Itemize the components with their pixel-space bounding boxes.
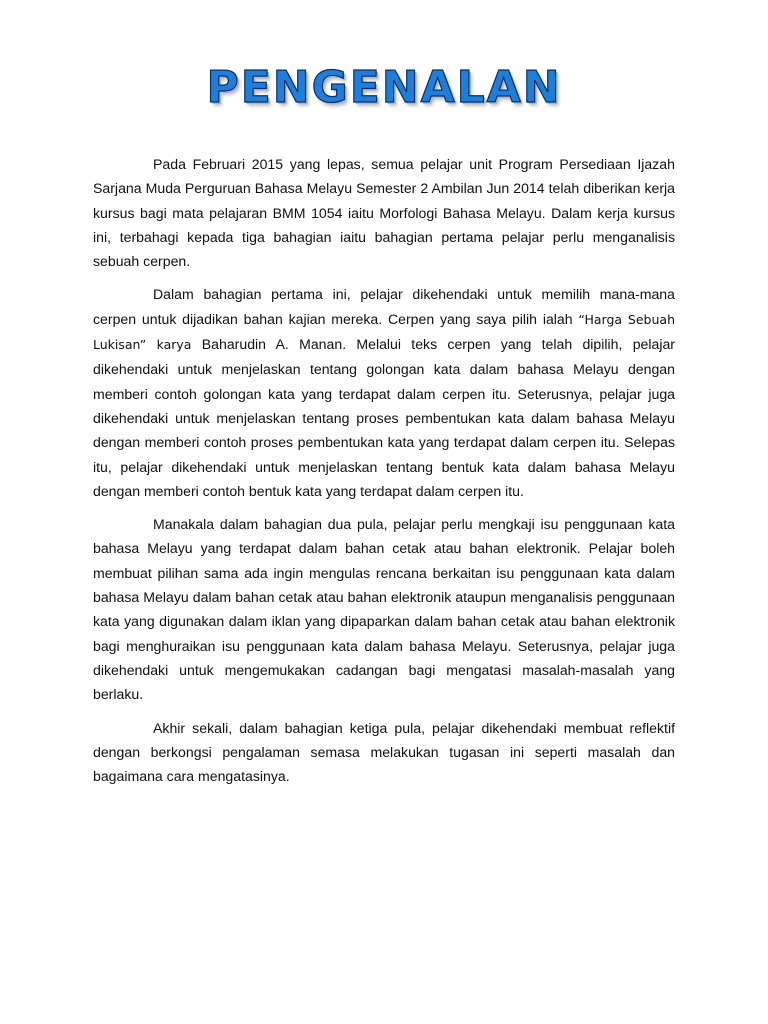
paragraph-2-rest: Baharudin A. Manan. Melalui teks cerpen yang telah dipilih, pelajar dikehendaki untuk menjelaskan tentang golongan kata dalam bahasa Melayu dengan memberi contoh golongan kata yang terdapat dalam cerpen itu. Seterusnya, pelajar juga dikehendaki untuk menjelaskan tentang proses pembentukan kata dalam bahasa Melayu dengan memberi contoh proses pembentukan kata yang terdapat dalam cerpen itu. Selepas itu, pelajar dikehendaki untuk menjelaskan tentang bentuk kata dalam bahasa Melayu dengan memberi contoh bentuk kata yang terdapat dalam cerpen itu. (93, 336, 675, 499)
paragraph-4: Akhir sekali, dalam bahagian ketiga pula, pelajar dikehendaki membuat reflektif dengan berkongsi pengalaman semasa melakukan tugasan ini seperti masalah dan bagaimana cara mengatasinya. (93, 719, 675, 785)
paragraph-2-lead: Dalam bahagian pertama ini, pelajar dikehendaki untuk memilih mana-mana cerpen untuk dijadikan bahan kajian mereka. Cerpen yang saya pilih ialah (93, 286, 675, 327)
document-body (93, 152, 675, 797)
paragraph-2 (93, 282, 675, 503)
cerpen-title: “Harga Sebuah Lukisan” karya (93, 311, 675, 353)
paragraph-1: Pada Februari 2015 yang lepas, semua pelajar unit Program Persediaan Ijazah Sarjana Muda Perguruan Bahasa Melayu Semester 2 Ambilan Jun 2014 telah diberikan kerja kursus bagi mata pelajaran BMM 1054 iaitu Morfologi Bahasa Melayu. Dalam kerja kursus ini, terbahagi kepada tiga bahagian iaitu bahagian pertama pelajar perlu menganalisis sebuah cerpen. (93, 156, 675, 270)
paragraph-3: Manakala dalam bahagian dua pula, pelajar perlu mengkaji isu penggunaan kata bahasa Melayu yang terdapat dalam bahan cetak atau bahan elektronik. Pelajar boleh membuat pilihan sama ada ingin mengulas rencana berkaitan isu penggunaan kata dalam bahasa Melayu dalam bahan cetak atau bahan elektronik ataupun menganalisis penggunaan kata yang digunakan dalam iklan yang dipaparkan dalam bahan cetak atau bahan elektronik bagi menghuraikan isu penggunaan kata dalam bahasa Melayu. Seterusnya, pelajar juga dikehendaki untuk mengemukakan cadangan bagi mengatasi masalah-masalah yang berlaku. (93, 516, 675, 703)
page-title: PENGENALAN (206, 62, 562, 113)
